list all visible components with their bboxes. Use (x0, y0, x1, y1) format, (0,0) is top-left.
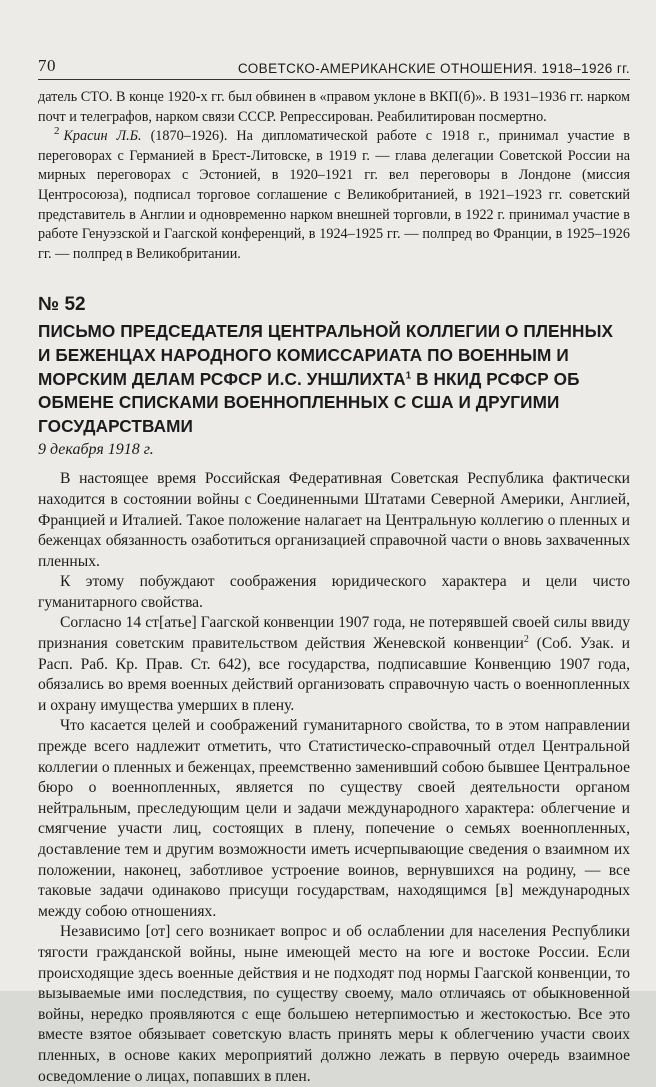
footnote-2 (38, 127, 630, 264)
body-paragraph-5: Независимо [от] сего возникает вопрос и об ослаблении для населения Республики тягости гражданской войны, ныне имеющей место на юге и востоке России. Если происходящие здесь военные действия и не подходят под нормы Гаагской конвенции, то вызываемые ими последствия, по существу своему, мало отличаясь от обыкновенной войны, нередко проявляются с еще большею нетерпимостью и жестокостью. Все это вместе взятое обязывает советскую власть принять меры к облегчению участи своих пленных, в основе каких мероприятий должно лежать в первую очередь взаимное осведомление о лицах, попавших в плен. (38, 923, 630, 1085)
footnote-text: (1870–1926). На дипломатической работе с 1918 г., принимал участие в переговорах с Германией в Брест-Литовске, в 1919 г. — глава делегации Советской России на мирных переговорах с Эстонией, в 1920–1921 гг. вел переговоры в Лондоне (миссия Центросоюза), подписал торговое соглашение с Великобританией, в 1921–1923 гг. советский представитель в Англии и одновременно нарком внешней торговли, в 1922 г. принимал участие в работе Генуэзской и Гаагской конференций, в 1924–1925 гг. — полпред во Франции, в 1925–1926 гг. — полпред в Великобритании. (38, 128, 630, 262)
document-title-end: В НКИД РСФСР ОБ ОБМЕНЕ СПИСКАМИ ВОЕННОПЛЕННЫХ С США И ДРУГИМИ ГОСУДАРСТВАМИ (38, 368, 580, 436)
body-paragraph-3-end: (Соб. Узак. и Расп. Раб. Кр. Прав. Ст. 642), все государства, подписавшие Конвенцию 1907 года, обязались во время военных действий организовать справочную часть о военнопленных и охрану имущества умерших в плену. (38, 635, 630, 714)
page-content (38, 88, 630, 1087)
document-number: № 52 (38, 294, 86, 316)
footnote-continued: датель СТО. В конце 1920-х гг. был обвинен в «правом уклоне в ВКП(б)». В 1931–1936 гг. нарком почт и телеграфов, нарком связи СССР. Репрессирован. Реабилитирован посмертно. (38, 89, 630, 125)
body-note-ref: 2 (523, 633, 529, 645)
body-paragraph-1: В настоящее время Российская Федеративная Советская Республика фактически находится в состоянии войны с Соединенными Штатами Северной Америки, Англией, Францией и Италией. Такое положение налагает на Центральную коллегию о пленных и беженцах обязанность озаботиться организацией справочной части о вновь захваченных пленных. (38, 470, 630, 570)
document-title-note-ref: 1 (405, 369, 412, 381)
document-title-main: ПИСЬМО ПРЕДСЕДАТЕЛЯ ЦЕНТРАЛЬНОЙ КОЛЛЕГИИ О ПЛЕННЫХ И БЕЖЕНЦАХ НАРОДНОГО КОМИССАРИАТА ПО ВОЕННЫМ И МОРСКИМ ДЕЛАМ РСФСР И.С. УНШЛИХТА (38, 321, 614, 389)
footnote-person-name: Красин Л.Б. (63, 128, 142, 145)
body-paragraph-3 (38, 613, 630, 716)
document-date: 9 декабря 1918 г. (38, 441, 154, 459)
page-number: 70 (38, 56, 56, 75)
body-paragraph-2: К этому побуждают соображения юридического характера и цели чисто гуманитарного свойства. (38, 573, 630, 611)
footnote-number: 2 (54, 125, 60, 138)
page-header (38, 48, 630, 80)
body-paragraph-3-start: Согласно 14 ст[атье] Гаагской конвенции 1907 года, не потерявшей своей силы ввиду признания советским правительством действия Женевской конвенции (38, 614, 630, 653)
document-title (38, 320, 630, 438)
running-title: СОВЕТСКО-АМЕРИКАНСКИЕ ОТНОШЕНИЯ. 1918–1926 гг. (237, 61, 630, 76)
document-body (38, 469, 630, 1087)
body-paragraph-4: Что касается целей и соображений гуманитарного свойства, то в этом направлении прежде всего надлежит отметить, что Статистическо-справочный отдел Центральной коллегии о пленных и беженцах, преемственно заменивший собою бывшее Центральное бюро о военнопленных, является по существу своей деятельности органом нейтральным, преследующим цели и задачи международного характера: облегчение и смягчение участи лиц, состоящих в плену, попечение о семьях военнопленных, доставление тем и другим возможности иметь исчерпывающие сведения о взаимном их положении, наконец, заботливое устроение воинов, вернувшихся на родину, — все таковые задачи одинаково присущи государствам, находящимся [в] международных между собою отношениях. (38, 717, 630, 920)
